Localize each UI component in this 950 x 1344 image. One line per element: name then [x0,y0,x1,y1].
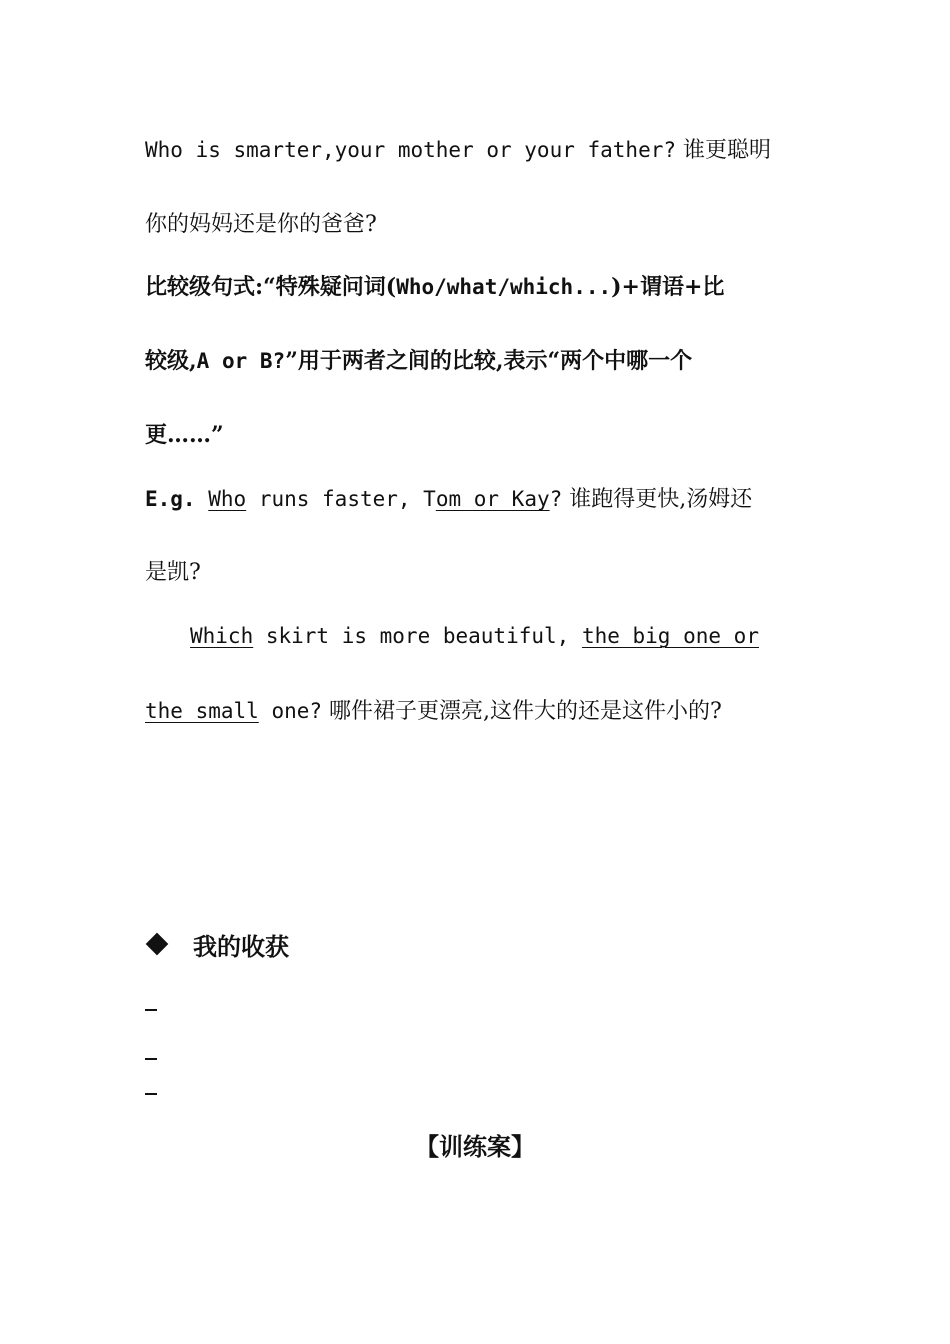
example-2-chinese: 谁跑得更快,汤姆还 [562,487,753,512]
rule-line-3 [145,420,224,450]
example-2-line-2 [145,558,201,588]
rule-text-1b: Who/what/which... [396,275,612,299]
rule-text-1a: 比较级句式:“特殊疑问词( [145,274,397,300]
example-1-line-1 [145,135,771,166]
harvest-title: 我的收获 [193,932,289,961]
training-title: 【训练案】 [415,1132,535,1161]
rule-line-2 [145,346,692,376]
example-3-line-1 [190,621,759,652]
example-2-mid: runs faster, T [246,487,436,511]
example-1-chinese-a: 谁更聪明 [676,138,772,163]
blank-line-2 [145,1058,157,1060]
rule-text-3: 更……” [145,422,224,448]
example-3-chinese: 哪件裙子更漂亮,这件大的还是这件小的? [322,699,722,724]
example-2-options: om or Kay [435,487,550,511]
example-1-line-2 [145,210,377,240]
blank-line-1 [145,1009,157,1011]
example-2-line-1 [145,484,752,515]
example-3-tail: one? [258,699,323,723]
example-3-options-1: the big one or [581,624,759,648]
harvest-heading [145,930,289,964]
rule-text-2b: A or B? [196,349,286,373]
blank-line-3 [145,1093,157,1095]
example-3-which: Which [190,624,254,648]
diamond-bullet-icon [146,933,169,956]
example-2-chinese-b: 是凯? [145,560,201,585]
example-3-options-2: the small [145,699,259,723]
example-1-chinese-b: 你的妈妈还是你的爸爸? [145,212,377,237]
eg-label: E.g. [145,487,196,511]
example-2-q: ? [549,487,563,511]
example-2-who: Who [208,487,247,511]
example-3-line-2 [145,696,722,727]
rule-text-1c: )+谓语+比 [611,274,725,300]
example-3-mid: skirt is more beautiful, [253,624,582,648]
example-1-english: Who is smarter,your mother or your father? [145,138,677,162]
rule-line-1 [145,272,724,302]
rule-text-2c: ”用于两者之间的比较,表示“两个中哪一个 [285,348,693,374]
rule-text-2a: 较级, [145,348,197,374]
